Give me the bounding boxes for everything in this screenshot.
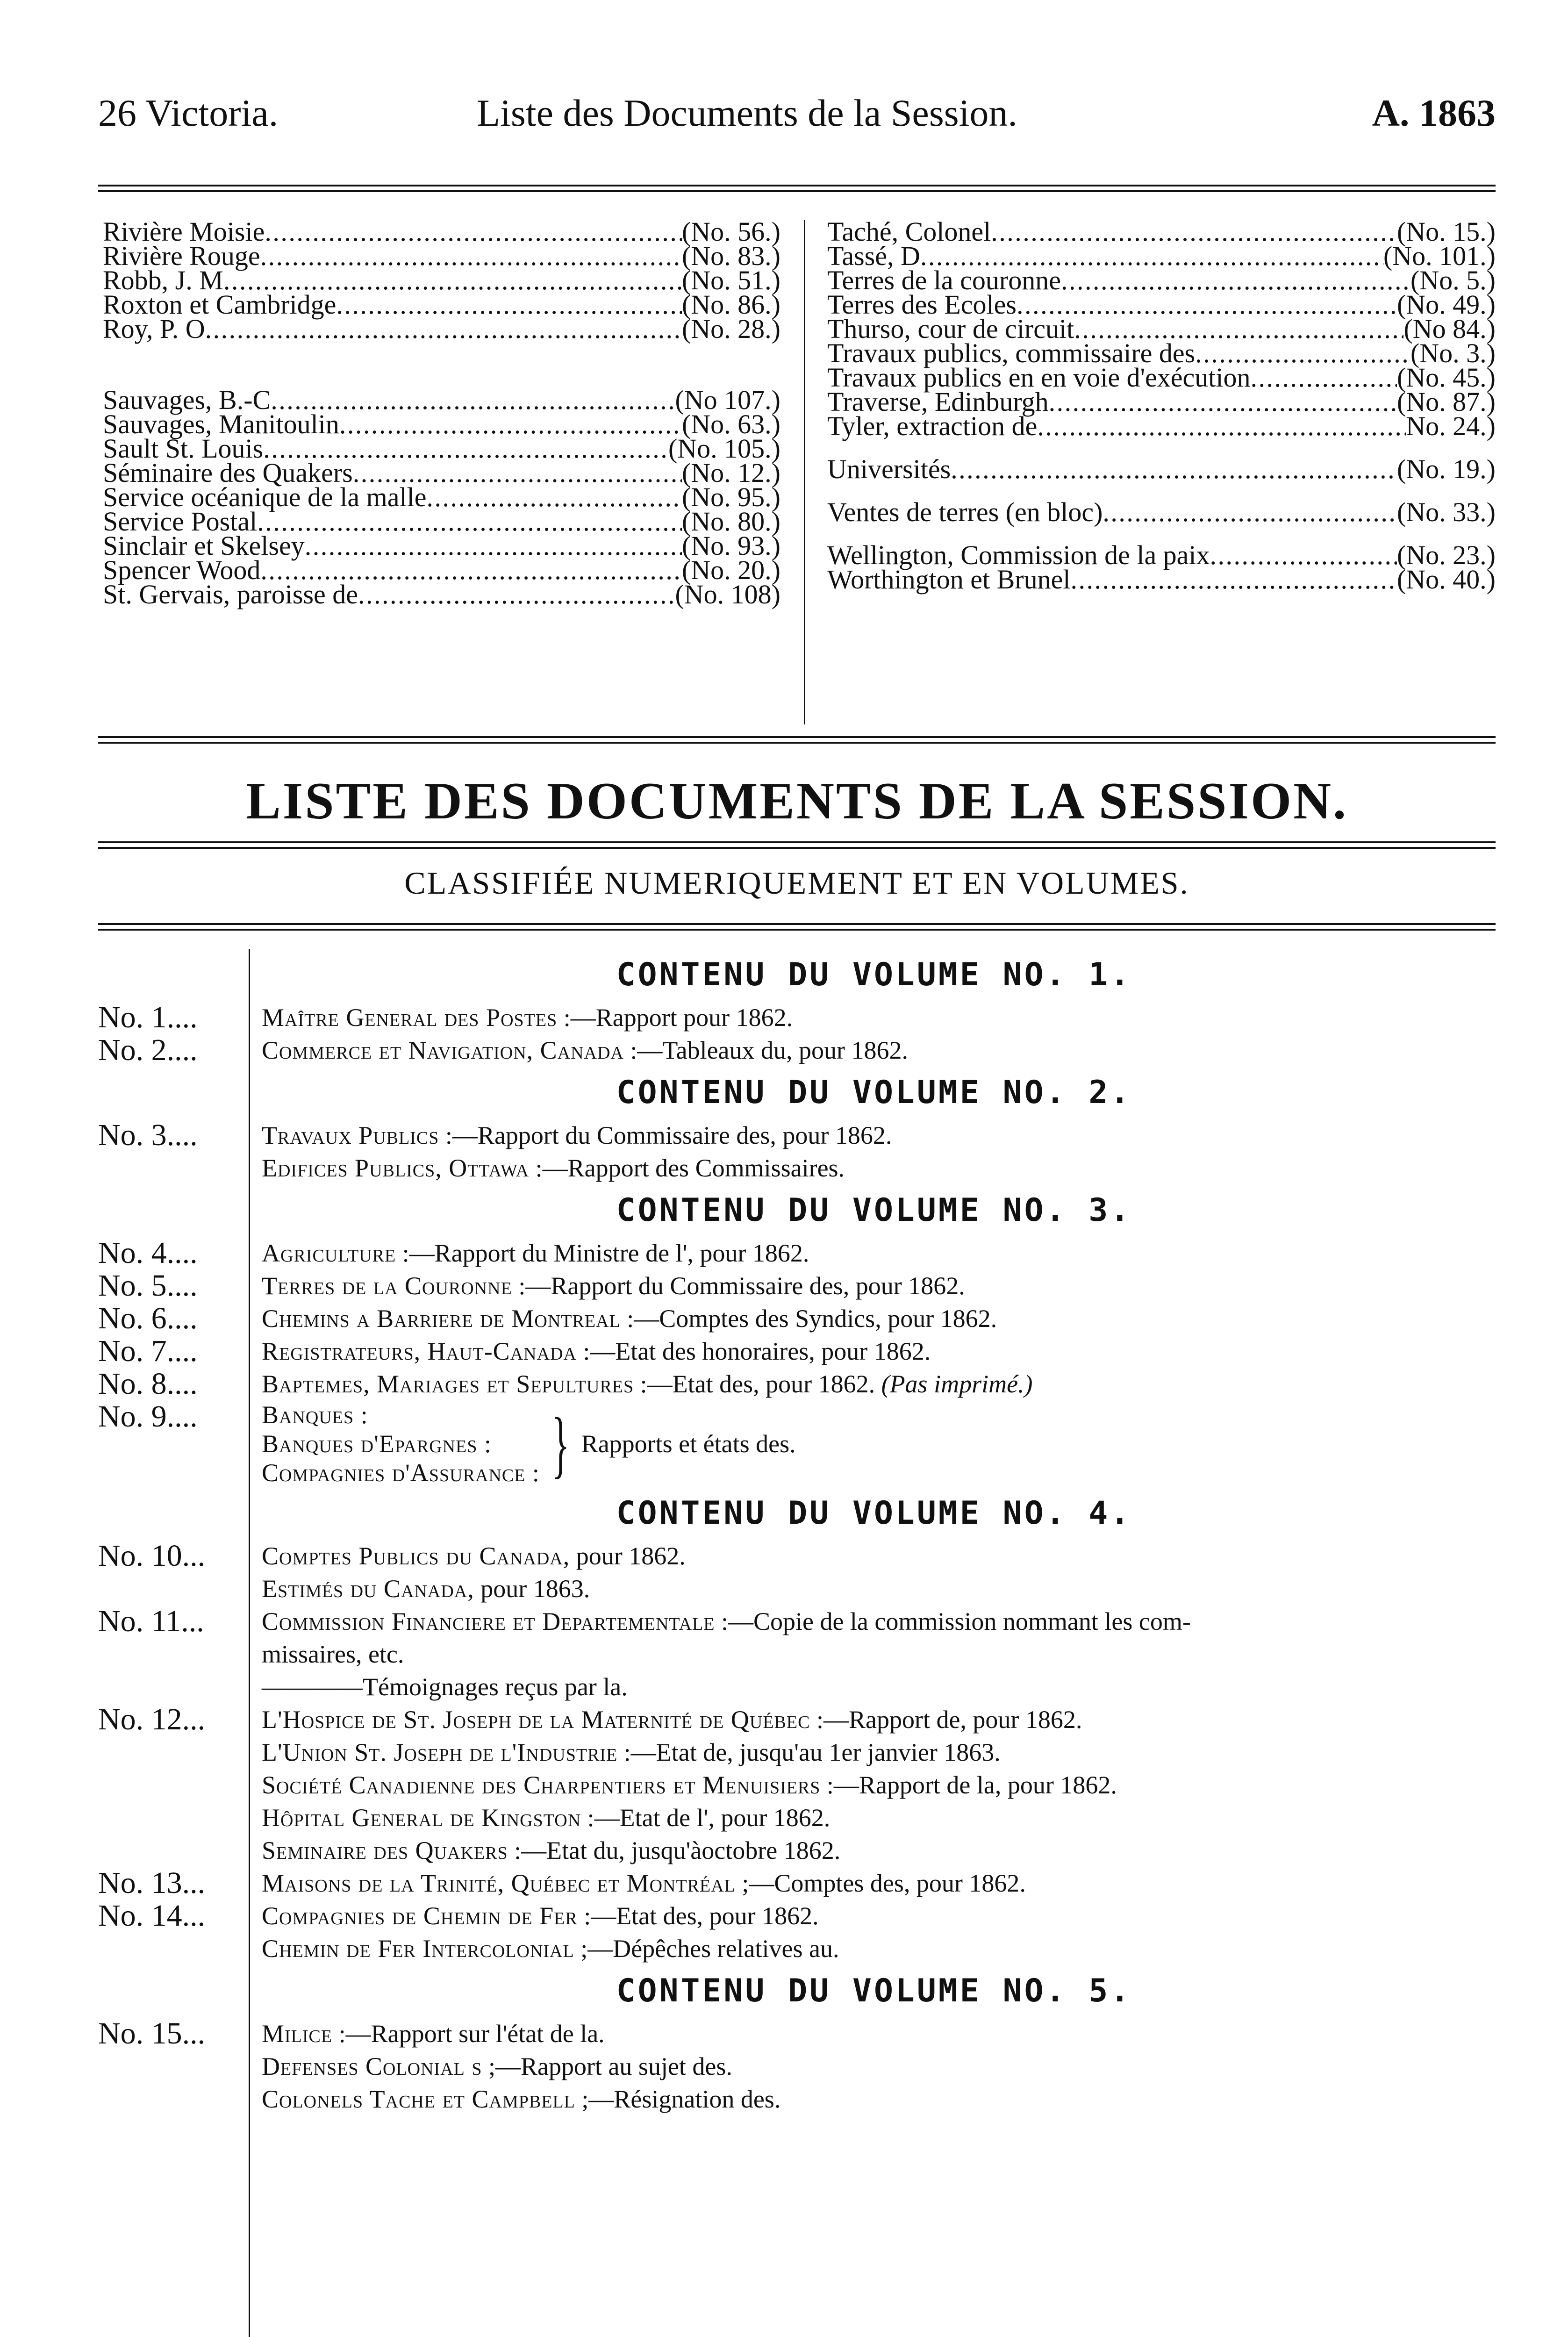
document-subject: Maître General des Postes — [262, 1004, 558, 1032]
index-entry-ref: (No. 33.) — [1396, 497, 1496, 527]
document-subject: Seminaire des Quakers — [262, 1836, 508, 1864]
index-entry — [827, 454, 1496, 484]
document-description: ;—Dépêches relatives au. — [574, 1935, 839, 1963]
index-entry-name: Sault St. Louis — [103, 433, 264, 464]
index-entry-ref: (No. 20.) — [681, 555, 780, 585]
document-title — [252, 1302, 1496, 1335]
document-row — [98, 1237, 1496, 1269]
document-subject: Banques : — [262, 1401, 368, 1429]
leader-dots — [265, 220, 682, 244]
index-gap — [103, 341, 780, 388]
index-entry-ref: (No. 80.) — [681, 506, 780, 537]
leader-dots — [1049, 390, 1397, 414]
document-number — [98, 2050, 252, 2083]
document-number: No. 11... — [98, 1604, 204, 1638]
document-description: :—Rapport du Commissaire des, pour 1862. — [512, 1272, 965, 1300]
document-description: :—Copie de la commission nommant les com- — [715, 1607, 1191, 1635]
document-description: :—Rapport des Commissaires. — [529, 1154, 845, 1182]
document-subject: Commerce et Navigation, Canada — [262, 1036, 624, 1064]
index-entry-name: Ventes de terres (en bloc) — [827, 497, 1103, 527]
document-title — [252, 1237, 1496, 1269]
document-number: No. 4.... — [98, 1236, 198, 1270]
document-subject: Agriculture — [262, 1239, 396, 1267]
page-subtitle: CLASSIFIÉE NUMERIQUEMENT ET EN VOLUMES. — [404, 865, 1189, 901]
document-description: :—Etat des, pour 1862. — [634, 1370, 875, 1398]
index-column-divider — [804, 220, 805, 724]
document-description: pour 1863. — [474, 1575, 590, 1603]
document-number — [98, 1572, 252, 1605]
document-description: :—Etat du, jusqu'àoctobre 1862. — [508, 1836, 841, 1864]
document-description: :—Comptes des Syndics, pour 1862. — [620, 1305, 997, 1333]
document-row — [98, 1703, 1496, 1736]
index-entry-ref: (No. 86.) — [681, 289, 780, 320]
brace-icon: } — [551, 1402, 570, 1485]
index-entry-ref: (No. 93.) — [681, 530, 780, 561]
index-entry — [827, 564, 1496, 595]
document-number — [98, 1670, 252, 1703]
page-header — [98, 91, 1496, 143]
document-title — [252, 2050, 1496, 2083]
document-row — [98, 1867, 1496, 1900]
document-number: No. 8.... — [98, 1367, 198, 1401]
document-subject: Travaux Publics — [262, 1121, 439, 1149]
document-number: No. 10... — [98, 1539, 206, 1573]
document-row — [98, 1670, 1496, 1703]
document-description: ;—Résignation des. — [575, 2085, 781, 2113]
index-entry-name: Robb, J. M — [103, 265, 223, 295]
document-title — [252, 1605, 1496, 1638]
volume-heading: CONTENU DU VOLUME NO. 1. — [616, 956, 1132, 993]
index-entry-name: Wellington, Commission de la paix — [827, 540, 1210, 570]
document-number — [98, 2083, 252, 2115]
index-entry-ref: (No. 45.) — [1396, 362, 1496, 393]
document-description: ;—Rapport au sujet des. — [482, 2052, 732, 2080]
document-row — [98, 1152, 1496, 1184]
index-entry-ref: (No. 19.) — [1396, 454, 1496, 484]
document-description: :—Tableaux du, pour 1862. — [623, 1036, 908, 1064]
index-entry — [103, 314, 780, 344]
document-subject: Terres de la Couronne — [262, 1272, 512, 1300]
document-title — [252, 2017, 1496, 2050]
document-description: ————Témoignages reçus par la. — [262, 1673, 628, 1701]
document-title — [252, 1269, 1496, 1302]
document-subject: Maisons de la Trinité, Québec et Montréal — [262, 1869, 736, 1897]
leader-dots — [260, 244, 682, 268]
document-row — [98, 1572, 1496, 1605]
bracket-items — [262, 1400, 540, 1487]
leader-dots — [1251, 366, 1397, 390]
leader-dots — [339, 412, 682, 437]
document-title — [252, 1001, 1496, 1034]
document-subject: Compagnies de Chemin de Fer — [262, 1902, 578, 1930]
index-entry-name: Roxton et Cambridge — [103, 289, 337, 320]
index-entry-name: Tassé, D — [827, 241, 920, 271]
document-number: No. 6.... — [98, 1301, 198, 1335]
title-rule — [98, 841, 1496, 849]
document-description: :—Etat des, pour 1862. — [577, 1902, 819, 1930]
index-entry-name: Rivière Rouge — [103, 241, 260, 271]
document-description: :—Rapport sur l'état de la. — [332, 2020, 605, 2048]
leader-dots — [1061, 268, 1410, 293]
index-entry-name: Service océanique de la malle — [103, 482, 427, 512]
document-row — [98, 2017, 1496, 2050]
document-subject: L'Union St. Joseph de l'Industrie — [262, 1738, 618, 1766]
document-title — [252, 1932, 1496, 1965]
index-entry-ref: (No. 105.) — [668, 433, 780, 464]
document-description: :—Rapport de, pour 1862. — [810, 1706, 1082, 1734]
document-row — [98, 1605, 1496, 1638]
document-subject: Baptemes, Mariages et Sepultures — [262, 1370, 634, 1398]
document-row — [98, 2083, 1496, 2115]
index-entry-name: Terres des Ecoles — [827, 289, 1017, 320]
document-description: missaires, etc. — [262, 1640, 404, 1668]
index-entry-ref: (No. 28.) — [681, 314, 780, 344]
document-number — [98, 1769, 252, 1801]
document-subject: Commission Financiere et Departementale — [262, 1607, 715, 1635]
volume-contents — [98, 949, 1496, 2115]
document-description: :—Rapport de la, pour 1862. — [820, 1771, 1117, 1799]
index-entry-name: Rivière Moisie — [103, 216, 265, 247]
index-entry-ref: (No. 40.) — [1396, 564, 1496, 595]
document-description: :—Etat des honoraires, pour 1862. — [576, 1337, 931, 1365]
document-title — [252, 1335, 1496, 1368]
document-number: No. 15... — [98, 2016, 206, 2050]
index-entry-ref: (No. 63.) — [681, 409, 780, 439]
document-subject: Compagnies d'Assurance : — [262, 1459, 540, 1487]
leader-dots — [305, 534, 682, 558]
document-subject: Defenses Colonial s — [262, 2052, 482, 2080]
index-entry-ref: (No. 15.) — [1396, 216, 1496, 247]
index-entry-name: Travaux publics en en voie d'exécution — [827, 362, 1251, 393]
index-entry-ref: (No. 101.) — [1383, 241, 1496, 271]
header-volume: 26 Victoria. — [98, 92, 279, 134]
index-entry-name: Traverse, Edinburgh — [827, 387, 1049, 417]
document-row — [98, 1638, 1496, 1670]
document-title — [252, 1034, 1496, 1067]
document-title — [252, 1736, 1496, 1769]
document-number — [98, 1152, 252, 1184]
document-description: :—Rapport du Commissaire des, pour 1862. — [439, 1121, 892, 1149]
document-title — [252, 1400, 1496, 1487]
leader-dots — [951, 457, 1397, 481]
document-title — [252, 1769, 1496, 1801]
leader-dots — [1037, 414, 1406, 438]
index-entry-ref: (No. 3.) — [1410, 338, 1496, 368]
document-title — [252, 1900, 1496, 1932]
index-entry-ref: (No. 51.) — [681, 265, 780, 295]
index-entry-name: Terres de la couronne — [827, 265, 1061, 295]
index-entry — [103, 579, 780, 609]
leader-dots — [991, 220, 1397, 244]
document-row — [98, 1769, 1496, 1801]
document-row — [98, 1368, 1496, 1400]
index-entry-name: Séminaire des Quakers — [103, 458, 353, 488]
index-right-column — [827, 216, 1496, 595]
document-row — [98, 1932, 1496, 1965]
index-entry — [827, 411, 1496, 441]
document-description: ;—Comptes des, pour 1862. — [735, 1869, 1026, 1897]
document-subject: Estimés du Canada, — [262, 1575, 474, 1603]
volume-heading: CONTENU DU VOLUME NO. 5. — [616, 1972, 1132, 2009]
subtitle-rule — [98, 923, 1496, 931]
document-row — [98, 1834, 1496, 1867]
document-number — [98, 1736, 252, 1769]
index-entry-ref: (No. 23.) — [1396, 540, 1496, 570]
leader-dots — [1070, 567, 1397, 592]
document-row — [98, 1540, 1496, 1572]
index-entry-name: Worthington et Brunel — [827, 564, 1071, 595]
volume-heading: CONTENU DU VOLUME NO. 3. — [616, 1192, 1132, 1229]
header-title: Liste des Documents de la Session. — [477, 92, 1017, 134]
index-entry-name: Sauvages, B.-C — [103, 385, 271, 415]
index-entry-ref: (No 84.) — [1403, 314, 1496, 344]
document-subject: Milice — [262, 2020, 333, 2048]
index-entry-ref: (No. 56.) — [681, 216, 780, 247]
index-entry-ref: (No. 108) — [675, 579, 780, 609]
index-entry-name: Sauvages, Manitoulin — [103, 409, 339, 439]
leader-dots — [1103, 500, 1397, 524]
leader-dots — [426, 485, 682, 509]
document-description: Rapports et états des. — [581, 1430, 796, 1458]
index-bottom-rule — [98, 736, 1496, 744]
index-left-column — [103, 216, 780, 609]
index-entry-name: Sinclair et Skelsey — [103, 530, 305, 561]
index-entry-ref: (No. 12.) — [681, 458, 780, 488]
document-row — [98, 1302, 1496, 1335]
index-entry-ref: (No. 95.) — [681, 482, 780, 512]
document-number: No. 12... — [98, 1702, 206, 1736]
index-entry-name: Service Postal — [103, 506, 258, 537]
document-number — [98, 1801, 252, 1834]
index-entry — [827, 497, 1496, 527]
index-entry-name: Taché, Colonel — [827, 216, 991, 247]
document-title — [252, 1703, 1496, 1736]
document-row — [98, 1001, 1496, 1034]
index-entry-name: St. Gervais, paroisse de — [103, 579, 358, 609]
document-number: No. 3.... — [98, 1118, 198, 1152]
volume-heading: CONTENU DU VOLUME NO. 4. — [616, 1495, 1132, 1532]
index-entry-ref: (No. 49.) — [1396, 289, 1496, 320]
document-row — [98, 1335, 1496, 1368]
page-title: LISTE DES DOCUMENTS DE LA SESSION. — [245, 772, 1348, 830]
index-entry-name: Universités — [827, 454, 951, 484]
document-description: :—Rapport du Ministre de l', pour 1862. — [396, 1239, 809, 1267]
document-number: No. 13... — [98, 1866, 206, 1900]
document-subject: Chemins a Barriere de Montreal — [262, 1305, 621, 1333]
document-number — [98, 1932, 252, 1965]
document-row — [98, 1801, 1496, 1834]
document-note: (Pas imprimé.) — [881, 1370, 1033, 1398]
document-subject: Chemin de Fer Intercolonial — [262, 1935, 574, 1963]
document-number — [98, 1638, 252, 1670]
document-number: No. 7.... — [98, 1334, 198, 1368]
document-subject: Société Canadienne des Charpentiers et Menuisiers — [262, 1771, 821, 1799]
leader-dots — [257, 509, 682, 534]
header-year: A. 1863 — [1372, 92, 1496, 134]
document-title — [252, 1152, 1496, 1184]
document-row — [98, 1034, 1496, 1067]
alphabetical-index — [98, 216, 1496, 724]
leader-dots — [336, 293, 682, 317]
index-entry-name: Spencer Wood — [103, 555, 261, 585]
leader-dots — [358, 582, 675, 607]
document-subject: Hôpital General de Kingston — [262, 1804, 581, 1832]
document-subject: Registrateurs, Haut-Canada — [262, 1337, 577, 1365]
document-row — [98, 1269, 1496, 1302]
document-subject: Edifices Publics, Ottawa — [262, 1154, 530, 1182]
document-title — [252, 1670, 1496, 1703]
document-title — [252, 1801, 1496, 1834]
document-title — [252, 1119, 1496, 1152]
index-entry-ref: (No. 87.) — [1396, 387, 1496, 417]
volume-heading: CONTENU DU VOLUME NO. 2. — [616, 1074, 1132, 1111]
document-number: No. 5.... — [98, 1269, 198, 1303]
document-number: No. 2.... — [98, 1033, 198, 1067]
index-entry-ref: (No 107.) — [675, 385, 780, 415]
document-number: No. 9.... — [98, 1399, 198, 1434]
document-subject: Colonels Tache et Campbell — [262, 2085, 575, 2113]
document-row — [98, 1900, 1496, 1932]
document-row — [98, 2050, 1496, 2083]
leader-dots — [205, 317, 682, 341]
index-entry-name: Travaux publics, commissaire des — [827, 338, 1196, 368]
index-entry-name: Roy, P. O — [103, 314, 205, 344]
document-title — [252, 2083, 1496, 2115]
leader-dots — [1210, 543, 1397, 567]
document-number: No. 14... — [98, 1899, 206, 1933]
document-title — [252, 1572, 1496, 1605]
document-description: :—Etat de, jusqu'au 1er janvier 1863. — [617, 1738, 1001, 1766]
document-description: :—Etat de l', pour 1862. — [581, 1804, 831, 1832]
document-description: :—Rapport pour 1862. — [557, 1004, 793, 1032]
index-entry-name: Tyler, extraction de — [827, 411, 1038, 441]
document-subject: L'Hospice de St. Joseph de la Maternité de Québec — [262, 1706, 810, 1734]
document-number: No. 1.... — [98, 1000, 198, 1034]
document-title — [252, 1540, 1496, 1572]
document-subject: Comptes Publics du Canada, — [262, 1542, 570, 1570]
document-row-bracketed — [98, 1400, 1496, 1487]
index-entry-ref: (No. 83.) — [681, 241, 780, 271]
index-entry-name: Thurso, cour de circuit — [827, 314, 1074, 344]
document-row — [98, 1119, 1496, 1152]
document-row — [98, 1736, 1496, 1769]
document-subject: Banques d'Epargnes : — [262, 1430, 492, 1458]
document-title — [252, 1638, 1496, 1670]
index-entry-ref: (No. 5.) — [1410, 265, 1496, 295]
index-entry-ref: No. 24.) — [1406, 411, 1496, 441]
document-description: pour 1862. — [570, 1542, 686, 1570]
document-number — [98, 1834, 252, 1867]
document-title — [252, 1834, 1496, 1867]
header-rule — [98, 185, 1496, 192]
document-title — [252, 1867, 1496, 1900]
document-title — [252, 1368, 1496, 1400]
